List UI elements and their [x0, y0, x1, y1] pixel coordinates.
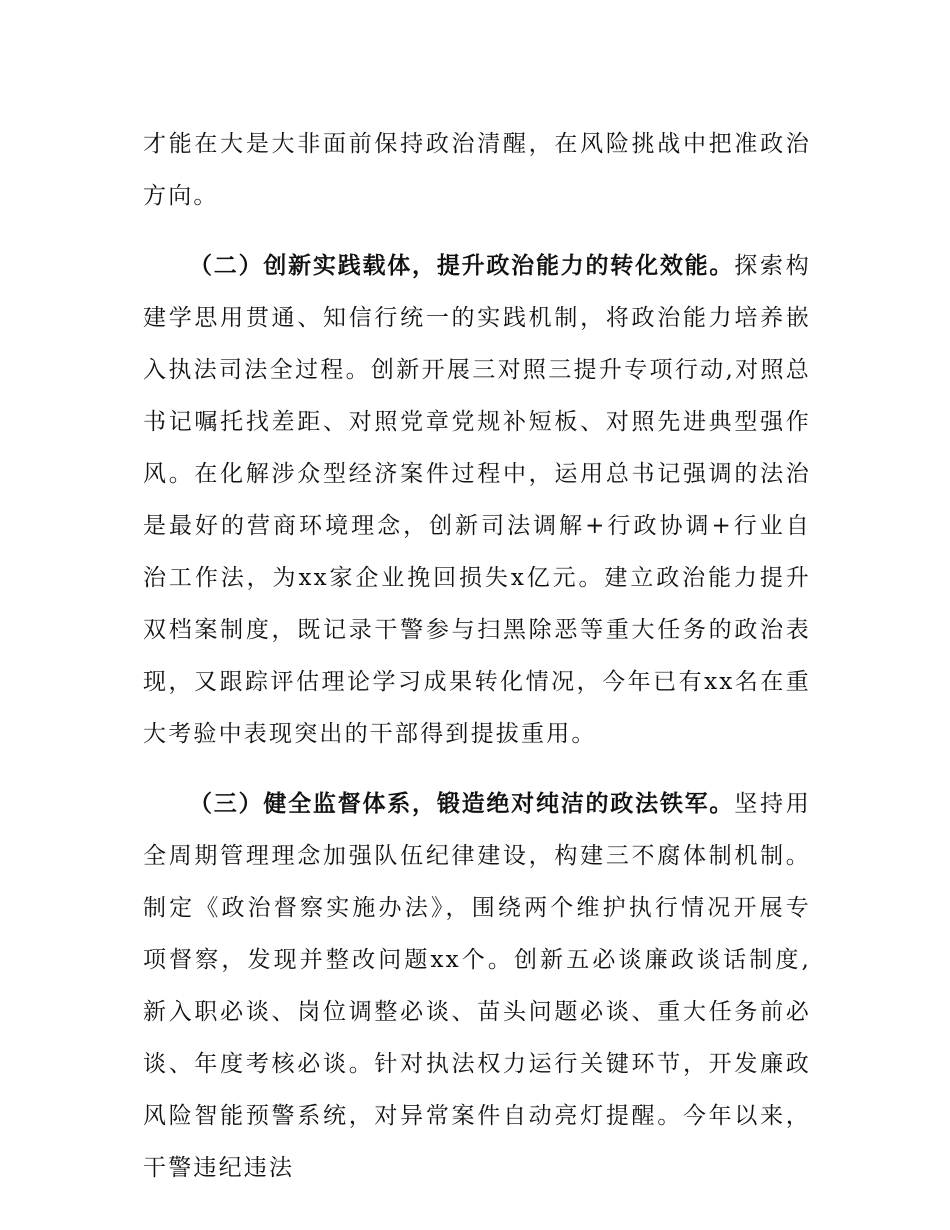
paragraph-text: 才能在大是大非面前保持政治清醒，在风险挑战中把准政治方向。 — [143, 131, 811, 209]
paragraph-text: 坚持用全周期管理理念加强队伍纪律建设，构建三不腐体制机制。制定《政治督察实施办法》，围绕两个维护执行情况开展专项督察，发现并整改问题xx个。创新五必谈廉政谈话制度,新入职必谈、岗位调整必谈、苗头问题必谈、重大任务前必谈、年度考核必谈。针对执法权力运行关键环节，开发廉政风险智能预警系统，对异常案件自动亮灯提醒。今年以来，干警违纪违法 — [143, 791, 811, 1181]
paragraph-section-three — [143, 778, 811, 1194]
paragraph-section-two — [143, 240, 811, 760]
section-heading-three: （三）健全监督体系，锻造绝对纯洁的政法铁军。 — [189, 791, 735, 817]
paragraph-continuation — [143, 118, 811, 222]
paragraph-text: 探索构建学思用贯通、知信行统一的实践机制，将政治能力培养嵌入执法司法全过程。创新开展三对照三提升专项行动,对照总书记嘱托找差距、对照党章党规补短板、对照先进典型强作风。在化解涉众型经济案件过程中，运用总书记强调的法治是最好的营商环境理念，创新司法调解+行政协调+行业自治工作法，为xx家企业挽回损失x亿元。建立政治能力提升双档案制度，既记录干警参与扫黑除恶等重大任务的政治表现，又跟踪评估理论学习成果转化情况，今年已有xx名在重大考验中表现突出的干部得到提拔重用。 — [143, 253, 811, 747]
document-body — [143, 118, 811, 1212]
section-heading-two: （二）创新实践载体，提升政治能力的转化效能。 — [189, 253, 735, 279]
